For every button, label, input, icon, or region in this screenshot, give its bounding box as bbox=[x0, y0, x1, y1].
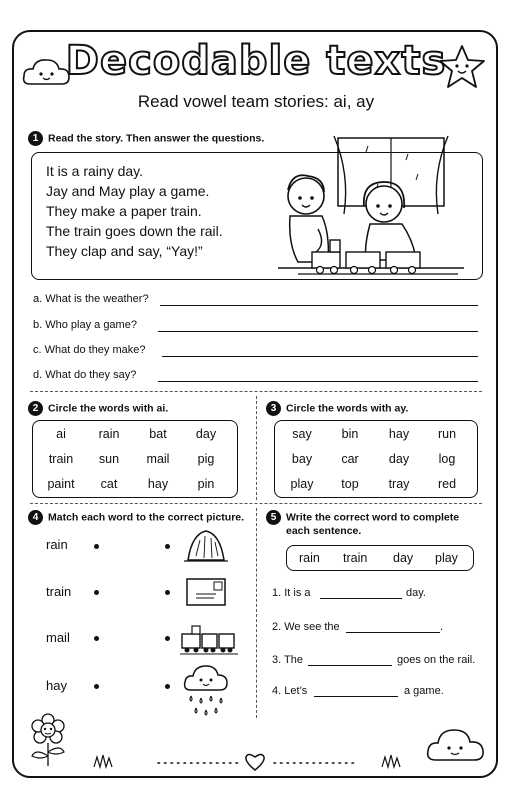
word-cell[interactable]: day bbox=[195, 427, 217, 441]
match-dot[interactable] bbox=[165, 636, 170, 641]
sentence-1-start: 1. It is a bbox=[272, 587, 311, 599]
section5-instruction-line2: each sentence. bbox=[286, 525, 362, 537]
word-cell[interactable]: cat bbox=[100, 477, 118, 491]
section2-instruction: 2 Circle the words with ai. bbox=[28, 401, 168, 416]
question-b: b. Who play a game? bbox=[33, 319, 137, 331]
grass-icon bbox=[92, 754, 114, 768]
ay-word-grid bbox=[274, 420, 478, 498]
section1-instruction: 1 Read the story. Then answer the questions. bbox=[28, 131, 264, 146]
word-cell[interactable]: paint bbox=[47, 477, 75, 491]
word-cell[interactable]: play bbox=[290, 477, 314, 491]
word-cell[interactable]: say bbox=[292, 427, 312, 441]
match-word: rain bbox=[46, 537, 68, 552]
match-word: train bbox=[46, 584, 72, 599]
word-cell[interactable]: bin bbox=[341, 427, 359, 441]
sentence-3-end: goes on the rail. bbox=[397, 654, 476, 666]
match-dot[interactable] bbox=[165, 590, 170, 595]
word-cell[interactable]: mail bbox=[146, 452, 170, 466]
match-word: mail bbox=[46, 630, 70, 645]
smiling-cloud-icon bbox=[426, 724, 486, 764]
word-bank-item: day bbox=[393, 551, 414, 565]
section-number: 3 bbox=[266, 401, 281, 416]
word-cell[interactable]: ai bbox=[56, 427, 66, 441]
word-cell[interactable]: hay bbox=[147, 477, 169, 491]
word-cell[interactable]: bat bbox=[149, 427, 167, 441]
dotted-line-left bbox=[158, 761, 238, 765]
section4-instruction: 4 Match each word to the correct picture. bbox=[28, 510, 244, 525]
question-d: d. What do they say? bbox=[33, 369, 137, 381]
section5-instruction: 5 Write the correct word to complete bbox=[266, 510, 459, 525]
sentence-2-end: . bbox=[440, 621, 444, 633]
story-line: They clap and say, “Yay!” bbox=[46, 243, 203, 259]
question-c: c. What do they make? bbox=[33, 344, 146, 356]
section-number: 5 bbox=[266, 510, 281, 525]
haystack-icon bbox=[184, 528, 228, 564]
match-dot[interactable] bbox=[94, 684, 99, 689]
match-dot[interactable] bbox=[94, 544, 99, 549]
section-number: 1 bbox=[28, 131, 43, 146]
story-line: They make a paper train. bbox=[46, 203, 202, 219]
match-dot[interactable] bbox=[165, 544, 170, 549]
word-cell[interactable]: top bbox=[341, 477, 359, 491]
word-cell[interactable]: rain bbox=[98, 427, 120, 441]
word-cell[interactable]: red bbox=[437, 477, 457, 491]
word-cell[interactable]: pig bbox=[197, 452, 215, 466]
sentence-2-blank[interactable] bbox=[346, 632, 440, 633]
match-dot[interactable] bbox=[94, 590, 99, 595]
dotted-line-right bbox=[274, 761, 354, 765]
grass-icon bbox=[380, 754, 402, 768]
word-cell[interactable]: car bbox=[341, 452, 359, 466]
question-a: a. What is the weather? bbox=[33, 293, 149, 305]
answer-line-a[interactable] bbox=[160, 305, 478, 306]
story-line: The train goes down the rail. bbox=[46, 223, 223, 239]
word-cell[interactable]: run bbox=[437, 427, 457, 441]
toy-train-icon bbox=[180, 622, 238, 656]
ai-word-grid bbox=[32, 420, 238, 498]
word-bank bbox=[286, 545, 474, 571]
story-line: It is a rainy day. bbox=[46, 163, 144, 179]
answer-line-b[interactable] bbox=[158, 331, 478, 332]
column-divider bbox=[256, 508, 257, 718]
word-bank-item: train bbox=[343, 551, 368, 565]
word-cell[interactable]: train bbox=[48, 452, 74, 466]
match-dot[interactable] bbox=[94, 636, 99, 641]
section-divider bbox=[30, 503, 482, 504]
sentence-2-start: 2. We see the bbox=[272, 621, 340, 633]
word-cell[interactable]: log bbox=[438, 452, 456, 466]
heart-icon bbox=[244, 752, 266, 772]
sentence-3-start: 3. The bbox=[272, 654, 303, 666]
flower-icon bbox=[26, 712, 70, 768]
answer-line-c[interactable] bbox=[162, 356, 478, 357]
section3-instruction: 3 Circle the words with ay. bbox=[266, 401, 408, 416]
word-cell[interactable]: pin bbox=[197, 477, 215, 491]
story-line: Jay and May play a game. bbox=[46, 183, 210, 199]
sentence-4-end: a game. bbox=[404, 685, 444, 697]
word-cell[interactable]: day bbox=[388, 452, 410, 466]
match-dot[interactable] bbox=[165, 684, 170, 689]
word-bank-item: play bbox=[435, 551, 458, 565]
section-number: 4 bbox=[28, 510, 43, 525]
word-cell[interactable]: bay bbox=[291, 452, 313, 466]
envelope-icon bbox=[186, 578, 226, 606]
match-word: hay bbox=[46, 678, 67, 693]
page-subtitle: Read vowel team stories: ai, ay bbox=[137, 92, 375, 111]
sentence-4-blank[interactable] bbox=[314, 696, 398, 697]
sentence-1-end: day. bbox=[406, 587, 426, 599]
page-title: Decodable texts bbox=[65, 38, 447, 84]
section-number: 2 bbox=[28, 401, 43, 416]
sentence-3-blank[interactable] bbox=[308, 665, 392, 666]
word-bank-item: rain bbox=[299, 551, 320, 565]
sentence-1-blank[interactable] bbox=[320, 598, 402, 599]
column-divider bbox=[256, 396, 257, 500]
word-cell[interactable]: tray bbox=[388, 477, 410, 491]
children-playing-illustration bbox=[268, 134, 468, 284]
word-cell[interactable]: hay bbox=[388, 427, 410, 441]
word-cell[interactable]: sun bbox=[98, 452, 120, 466]
section-divider bbox=[30, 391, 482, 392]
sentence-4-start: 4. Let’s bbox=[272, 685, 308, 697]
rain-cloud-icon bbox=[183, 664, 229, 718]
answer-line-d[interactable] bbox=[158, 381, 478, 382]
